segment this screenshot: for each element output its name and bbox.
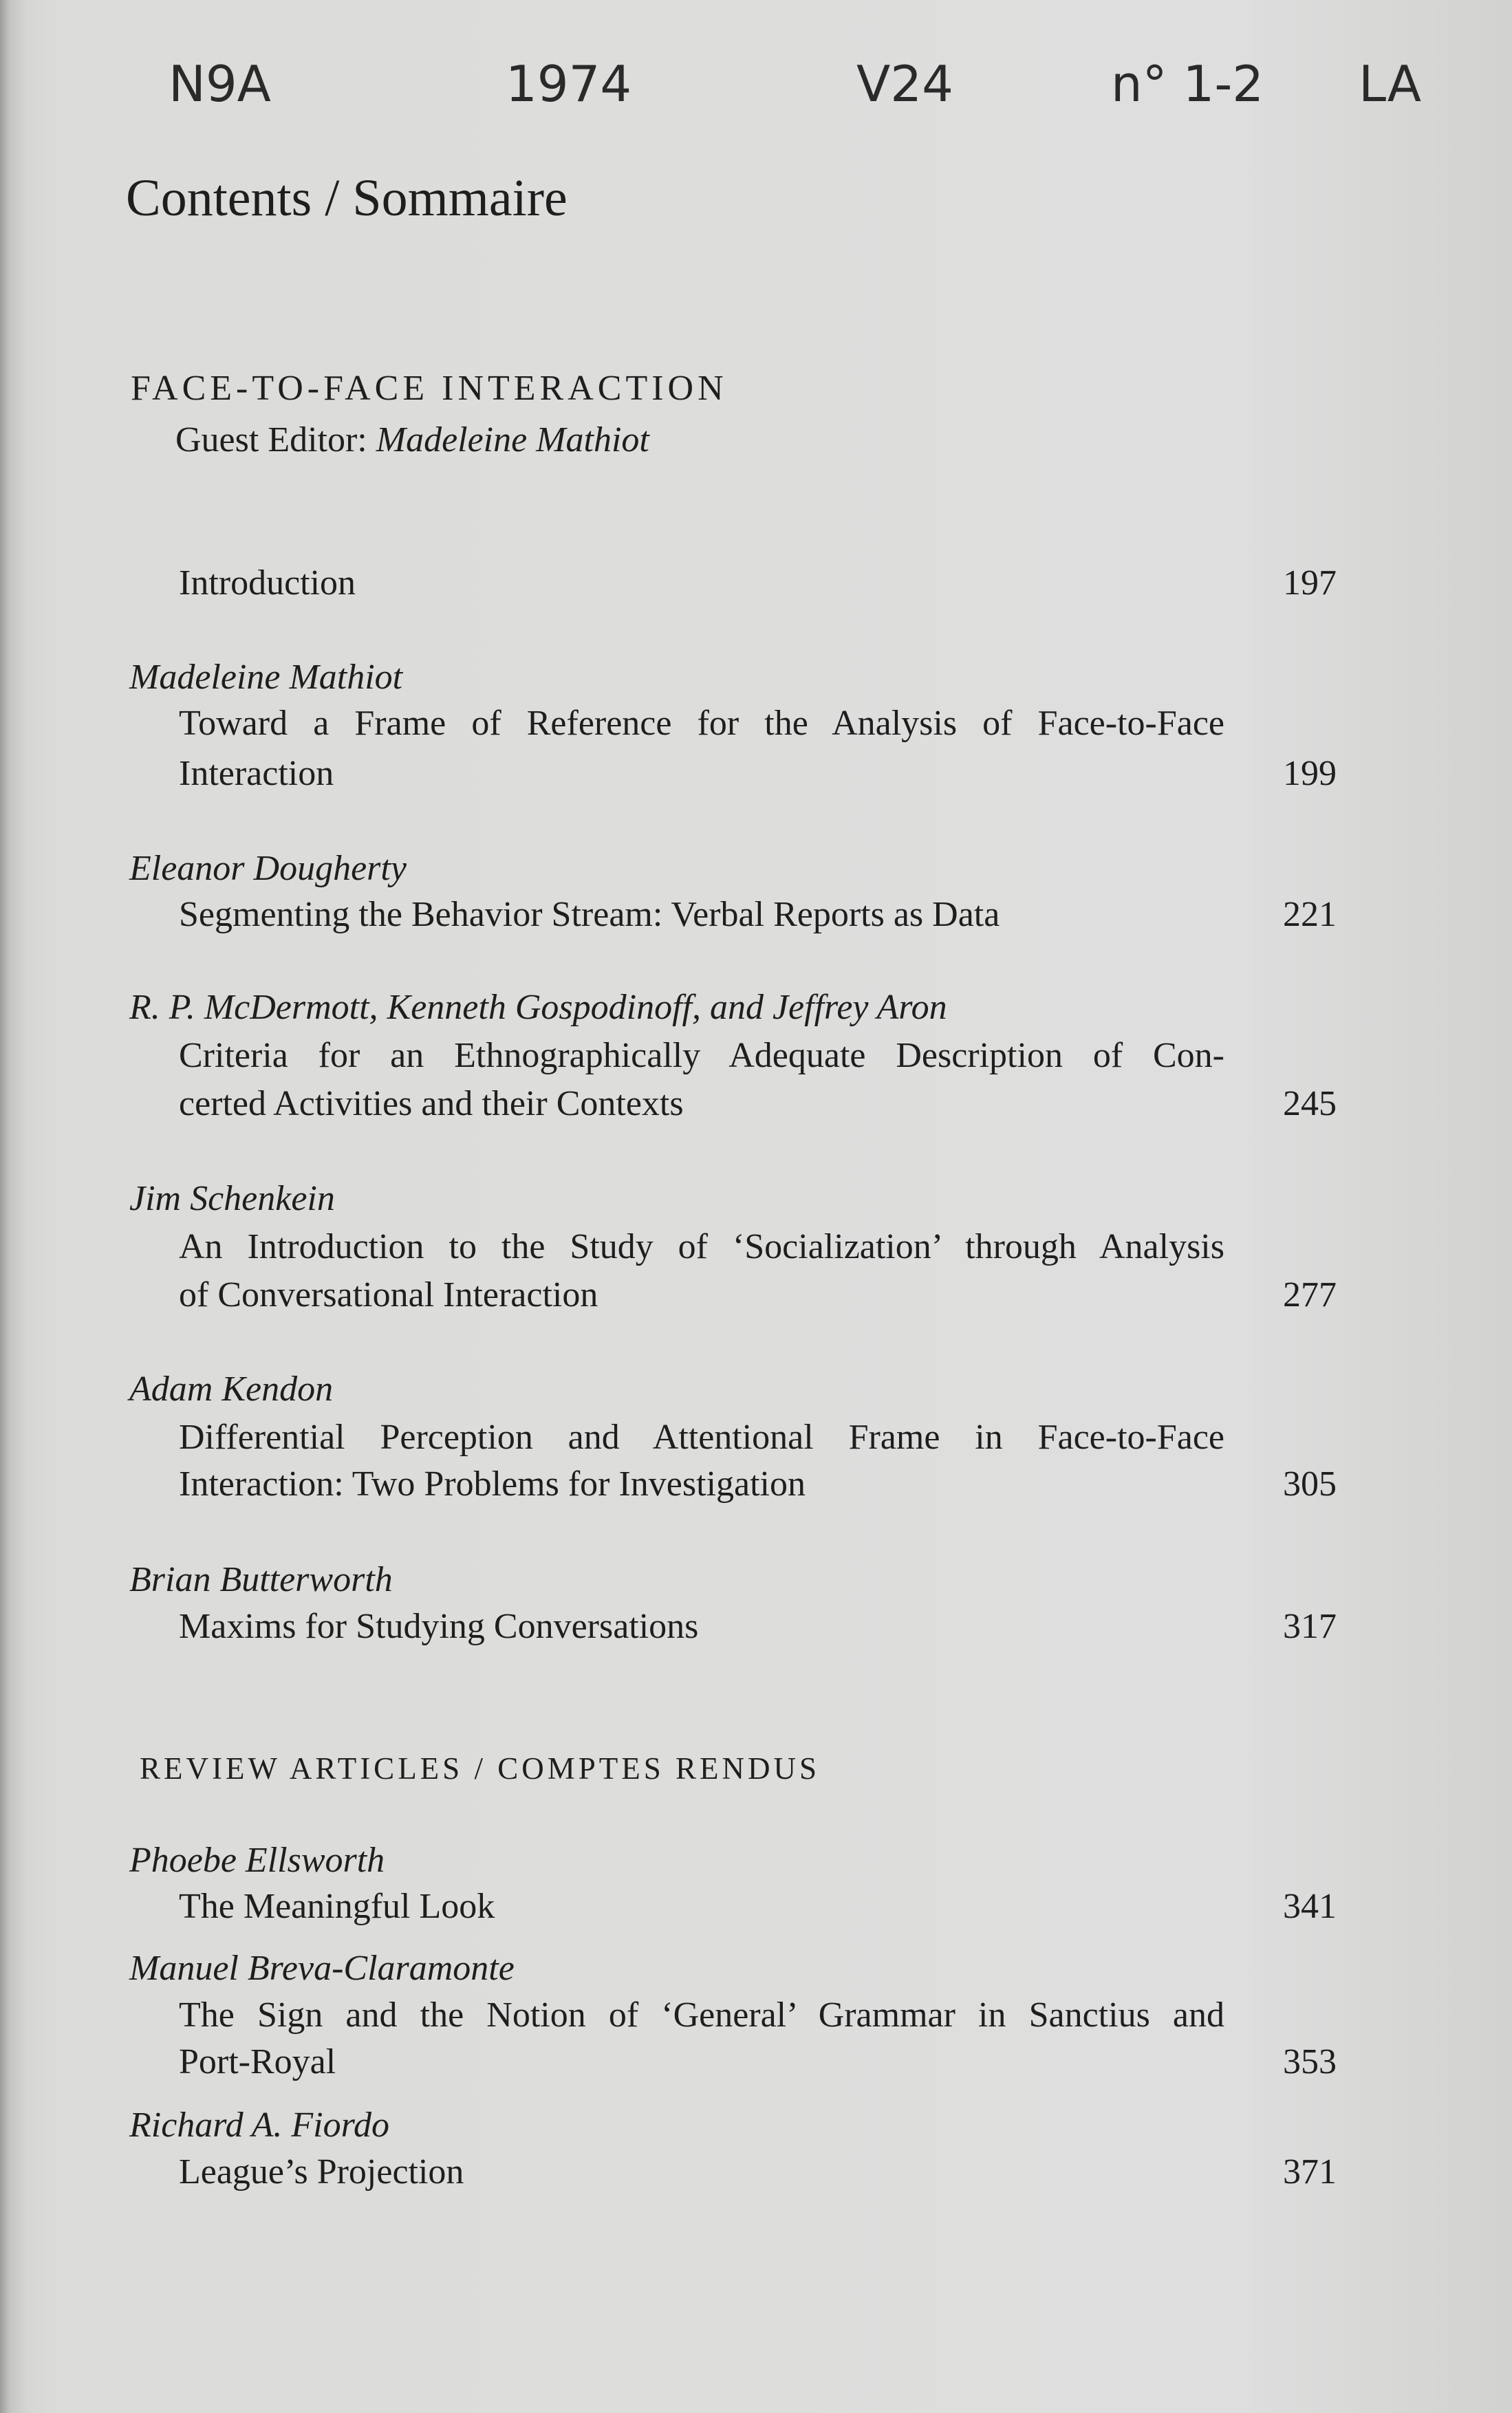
page-number: 197 [1283, 563, 1337, 603]
page-number: 305 [1283, 1464, 1337, 1504]
guest-editor-label: Guest Editor: [175, 420, 367, 459]
entry-author: Madeleine Mathiot [129, 658, 403, 697]
handwritten-annotations [0, 55, 1512, 117]
entry-author: Brian Butterworth [129, 1560, 393, 1599]
entry-title-line: The Meaningful Look [179, 1887, 495, 1926]
annotation: n° 1-2 [1111, 55, 1264, 113]
entry-title-line: League’s Projection [179, 2152, 464, 2192]
page-number: 221 [1283, 895, 1337, 934]
entry-title-line: An Introduction to the Study of ‘Socialization’ through Analysis [179, 1227, 1224, 1266]
entry-author: Adam Kendon [129, 1370, 334, 1409]
entry-author: Richard A. Fiordo [129, 2106, 389, 2145]
entry-author: R. P. McDermott, Kenneth Gospodinoff, and Jeffrey Aron [129, 988, 947, 1027]
entry-author: Eleanor Dougherty [129, 849, 407, 888]
entry-author: Jim Schenkein [129, 1179, 335, 1218]
entry-title-line: Introduction [179, 563, 356, 603]
entry-title-line: Criteria for an Ethnographically Adequate Description of Con- [179, 1036, 1224, 1075]
page-number: 341 [1283, 1887, 1337, 1926]
page-number: 371 [1283, 2152, 1337, 2192]
page-title: Contents / Sommaire [126, 169, 568, 227]
guest-editor-name: Madeleine Mathiot [376, 420, 649, 459]
page-number: 317 [1283, 1607, 1337, 1646]
entry-title-line: Toward a Frame of Reference for the Analysis of Face-to-Face [179, 704, 1224, 743]
section-heading: FACE-TO-FACE INTERACTION [131, 369, 728, 408]
page-number: 353 [1283, 2042, 1337, 2081]
entry-title-line: Port-Royal [179, 2042, 336, 2081]
entry-title-line: Interaction [179, 754, 334, 793]
entry-author: Phoebe Ellsworth [129, 1841, 385, 1880]
review-section-heading: REVIEW ARTICLES / COMPTES RENDUS [140, 1751, 821, 1786]
entry-title-line: Differential Perception and Attentional Frame in Face-to-Face [179, 1418, 1224, 1457]
entry-title-line: Maxims for Studying Conversations [179, 1607, 699, 1646]
entry-title-line: of Conversational Interaction [179, 1275, 598, 1314]
entry-title-line: Interaction: Two Problems for Investigation [179, 1464, 806, 1504]
entry-title-line: The Sign and the Notion of ‘General’ Grammar in Sanctius and [179, 1995, 1224, 2035]
annotation: 1974 [506, 55, 632, 113]
entry-title-line: certed Activities and their Contexts [179, 1084, 684, 1123]
page-number: 199 [1283, 754, 1337, 793]
entry-author: Manuel Breva-Claramonte [129, 1949, 515, 1988]
page-number: 245 [1283, 1084, 1337, 1123]
guest-editor [175, 420, 649, 460]
page-number: 277 [1283, 1275, 1337, 1314]
annotation: LA [1359, 55, 1422, 113]
annotation: V24 [856, 55, 953, 113]
entry-title-line: Segmenting the Behavior Stream: Verbal Reports as Data [179, 895, 1000, 934]
annotation: N9A [169, 55, 271, 113]
